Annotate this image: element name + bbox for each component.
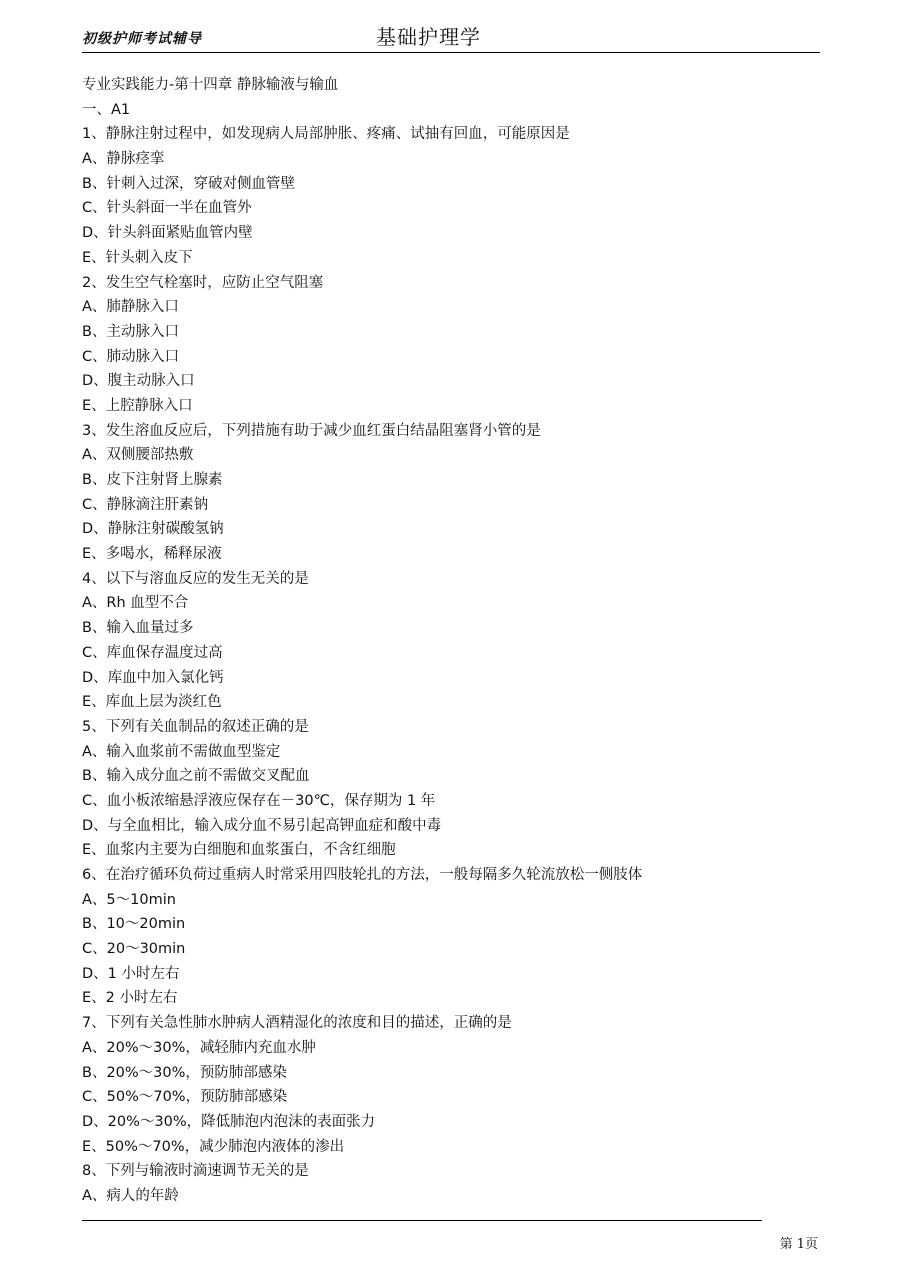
- document-body: [82, 73, 802, 1209]
- page-number: 第 1页: [779, 1237, 818, 1252]
- text-line: A、静脉痉挛: [82, 151, 165, 168]
- text-line: B、输入成分血之前不需做交叉配血: [82, 768, 310, 785]
- text-line: E、50%～70%，减少肺泡内液体的渗出: [82, 1138, 345, 1155]
- header-title: 基础护理学: [376, 25, 481, 49]
- text-line: B、输入血量过多: [82, 620, 194, 637]
- footer-divider: [82, 1220, 762, 1221]
- text-line: C、50%～70%，预防肺部感染: [82, 1089, 288, 1106]
- text-line: B、主动脉入口: [82, 323, 179, 340]
- text-line: A、20%～30%，减轻肺内充血水肿: [82, 1039, 316, 1056]
- text-line: D、1 小时左右: [82, 965, 180, 982]
- text-line: B、针刺入过深，穿破对侧血管壁: [82, 175, 295, 192]
- text-line: E、库血上层为淡红色: [82, 694, 222, 711]
- text-line: D、与全血相比，输入成分血不易引起高钾血症和酸中毒: [82, 817, 442, 834]
- text-line: 2、发生空气栓塞时，应防止空气阻塞: [82, 274, 324, 291]
- text-line: C、静脉滴注肝素钠: [82, 496, 209, 513]
- text-line: A、Rh 血型不合: [82, 595, 189, 612]
- text-line: C、血小板浓缩悬浮液应保存在－30℃，保存期为 1 年: [82, 792, 436, 809]
- text-line: C、针头斜面一半在血管外: [82, 200, 252, 217]
- text-line: E、多喝水，稀释尿液: [82, 546, 222, 563]
- text-line: E、血浆内主要为白细胞和血浆蛋白，不含红细胞: [82, 842, 396, 859]
- text-line: C、20～30min: [82, 941, 186, 958]
- text-line: 一、A1: [82, 101, 131, 118]
- text-line: B、10～20min: [82, 916, 186, 933]
- text-line: D、针头斜面紧贴血管内壁: [82, 225, 253, 242]
- text-line: D、静脉注射碳酸氢钠: [82, 521, 224, 538]
- text-line: E、2 小时左右: [82, 990, 178, 1007]
- text-line: A、双侧腰部热敷: [82, 447, 194, 464]
- text-line: 8、下列与输液时滴速调节无关的是: [82, 1163, 309, 1180]
- text-line: A、5～10min: [82, 891, 176, 908]
- text-line: A、输入血浆前不需做血型鉴定: [82, 743, 281, 760]
- page-header: [82, 18, 820, 53]
- text-line: E、针头刺入皮下: [82, 249, 193, 266]
- text-line: 7、下列有关急性肺水肿病人酒精湿化的浓度和目的描述，正确的是: [82, 1015, 512, 1032]
- header-left-text: 初级护师考试辅导: [82, 31, 202, 47]
- text-line: 5、下列有关血制品的叙述正确的是: [82, 718, 309, 735]
- text-line: C、库血保存温度过高: [82, 644, 223, 661]
- text-line: E、上腔静脉入口: [82, 397, 193, 414]
- text-line: B、20%～30%，预防肺部感染: [82, 1064, 287, 1081]
- text-line: B、皮下注射肾上腺素: [82, 472, 223, 488]
- text-line: 3、发生溶血反应后，下列措施有助于减少血红蛋白结晶阻塞肾小管的是: [82, 422, 541, 439]
- text-line: 4、以下与溶血反应的发生无关的是: [82, 570, 309, 587]
- text-line: D、腹主动脉入口: [82, 373, 195, 390]
- text-line: C、肺动脉入口: [82, 348, 180, 365]
- text-line: 专业实践能力-第十四章 静脉输液与输血: [82, 77, 339, 93]
- text-line: 6、在治疗循环负荷过重病人时常采用四肢轮扎的方法，一般每隔多久轮流放松一侧肢体: [82, 867, 643, 883]
- text-line: D、20%～30%，降低肺泡内泡沫的表面张力: [82, 1113, 376, 1130]
- text-line: D、库血中加入氯化钙: [82, 669, 224, 686]
- text-line: A、肺静脉入口: [82, 299, 179, 316]
- text-line: A、病人的年龄: [82, 1187, 179, 1204]
- text-line: 1、静脉注射过程中，如发现病人局部肿胀、疼痛、试抽有回血，可能原因是: [82, 126, 570, 143]
